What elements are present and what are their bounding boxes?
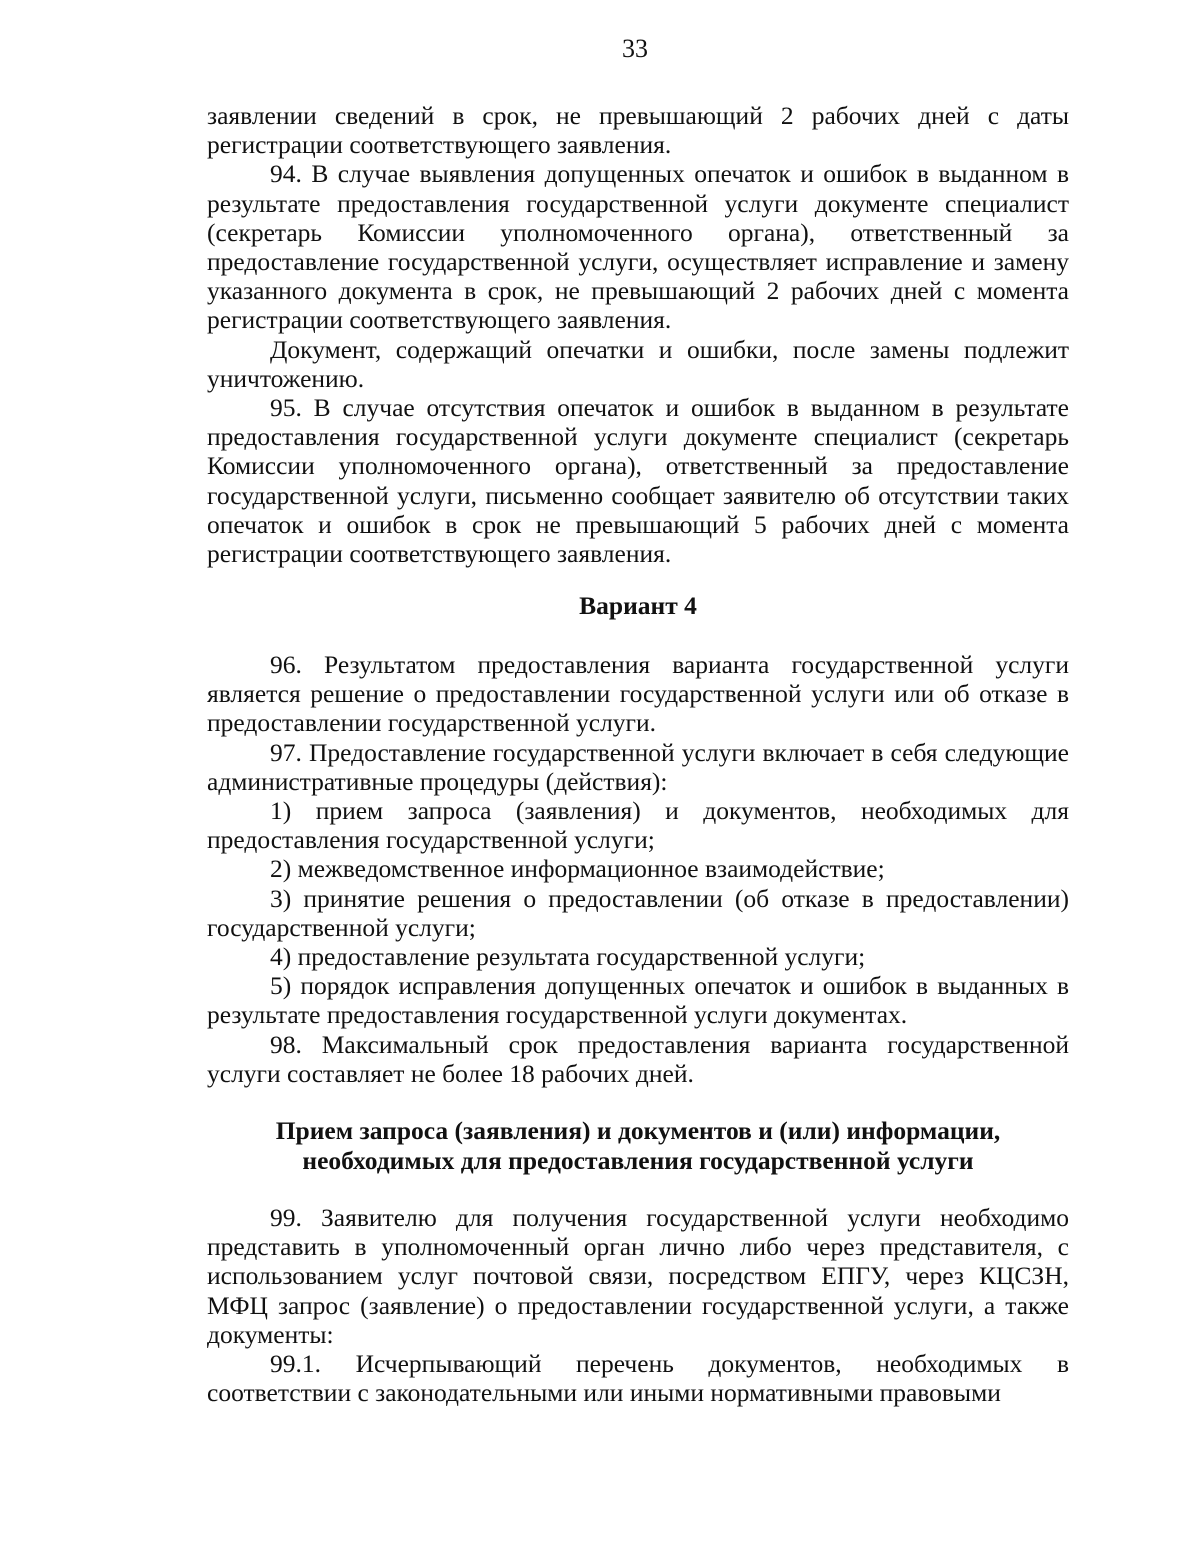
heading-line-1: Прием запроса (заявления) и документов и (или) информации,	[275, 1116, 1001, 1145]
paragraph: заявлении сведений в срок, не превышающий 2 рабочих дней с даты регистрации соответствующего заявления.	[207, 101, 1069, 160]
text-block-3	[207, 1203, 1069, 1407]
list-item-4: 4) предоставление результата государственной услуги;	[270, 942, 866, 972]
text-block-2	[207, 650, 1069, 1088]
paragraph-99-1: 99.1. Исчерпывающий перечень документов, необходимых в соответствии с законодательными или иными нормативными правовыми	[207, 1349, 1069, 1408]
paragraph-94: 94. В случае выявления допущенных опечаток и ошибок в выданном в результате предоставления государственной услуги документе специалист (секретарь Комиссии уполномоченного органа), ответственный за предоставление государственной услуги, осуществляет исправление и замену указанного документа в срок, не превышающий 2 рабочих дней с момента регистрации соответствующего заявления.	[207, 159, 1069, 335]
list-item-5: 5) порядок исправления допущенных опечаток и ошибок в выданных в результате предоставления государственной услуги документах.	[207, 971, 1069, 1030]
paragraph: Документ, содержащий опечатки и ошибки, после замены подлежит уничтожению.	[207, 334, 1069, 393]
list-item-1: 1) прием запроса (заявления) и документов, необходимых для предоставления государственной услуги;	[207, 796, 1069, 855]
list-item-3: 3) принятие решения о предоставлении (об отказе в предоставлении) государственной услуги;	[207, 883, 1069, 942]
page-number: 33	[622, 34, 648, 63]
section-heading-variant-4: Вариант 4	[579, 591, 697, 620]
paragraph-96: 96. Результатом предоставления варианта государственной услуги является решение о предоставлении государственной услуги или об отказе в предоставлении государственной услуги.	[207, 650, 1069, 738]
section-heading-request	[207, 1116, 1069, 1176]
paragraph-97: 97. Предоставление государственной услуги включает в себя следующие административные процедуры (действия):	[207, 737, 1069, 796]
paragraph-99: 99. Заявителю для получения государственной услуги необходимо представить в уполномоченный орган лично либо через представителя, с использованием услуг почтовой связи, посредством ЕПГУ, через КЦСЗН, МФЦ запрос (заявление) о предоставлении государственной услуги, а также документы:	[207, 1203, 1069, 1349]
text-block-1	[207, 101, 1069, 568]
paragraph-98: 98. Максимальный срок предоставления варианта государственной услуги составляет не более 18 рабочих дней.	[207, 1029, 1069, 1088]
paragraph-95: 95. В случае отсутствия опечаток и ошибок в выданном в результате предоставления государственной услуги документе специалист (секретарь Комиссии уполномоченного органа), ответственный за предоставление государственной услуги, письменно сообщает заявителю об отсутствии таких опечаток и ошибок в срок не превышающий 5 рабочих дней с момента регистрации соответствующего заявления.	[207, 393, 1069, 569]
heading-line-2: необходимых для предоставления государственной услуги	[302, 1146, 974, 1175]
list-item-2: 2) межведомственное информационное взаимодействие;	[270, 854, 885, 884]
